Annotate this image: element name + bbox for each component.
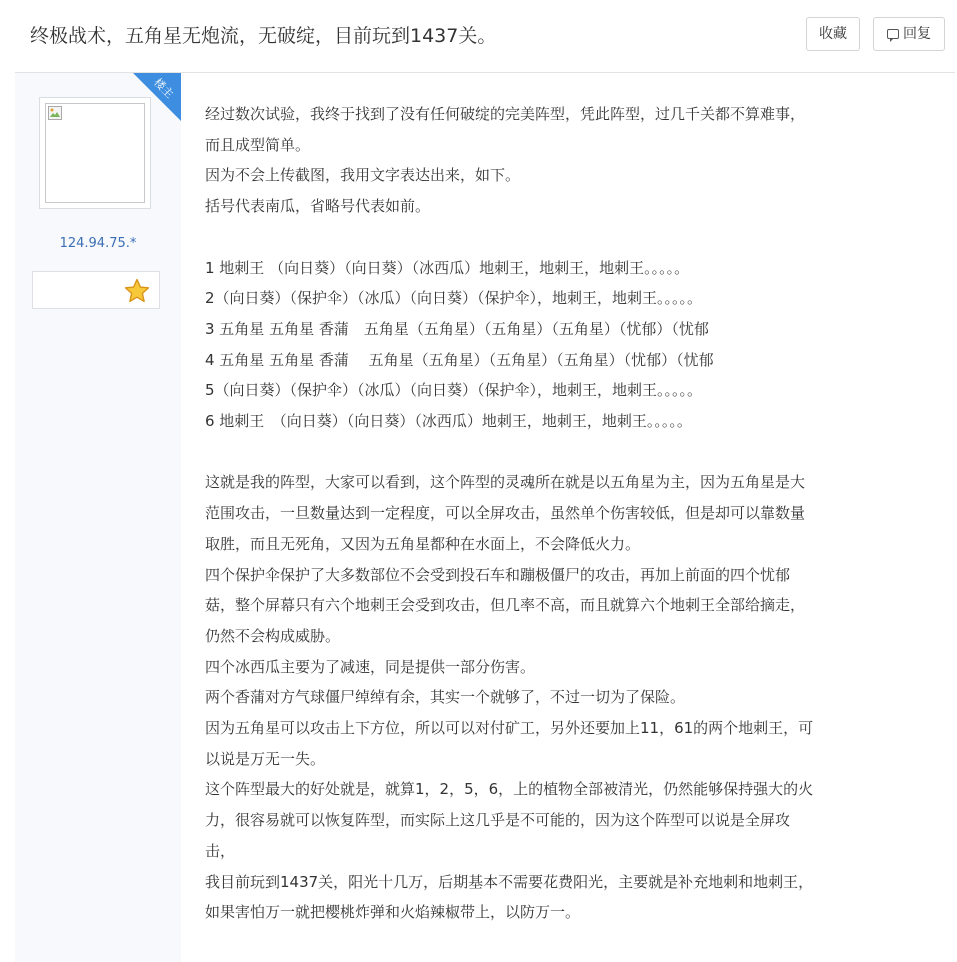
post-line: 这就是我的阵型，大家可以看到，这个阵型的灵魂所在就是以五角星为主，因为五角星是大 [205, 473, 806, 492]
reply-button[interactable] [873, 17, 945, 51]
reply-icon [887, 29, 899, 39]
post-line: 仍然不会构成威胁。 [205, 626, 341, 645]
post-line: 5（向日葵）（保护伞）（冰瓜）（向日葵）（保护伞），地刺王，地刺王。。。。。 [205, 381, 703, 400]
post-line: 两个香蒲对方气球僵尸绰绰有余，其实一个就够了，不过一切为了保险。 [205, 688, 686, 707]
avatar-image[interactable] [45, 103, 145, 203]
op-badge-label: 楼主 [151, 75, 177, 101]
thread-header [0, 0, 957, 72]
author-ip[interactable]: 124.94.75.* [59, 236, 137, 251]
post-content [205, 99, 940, 928]
post-line: 6 地刺王 （向日葵）（向日葵）（冰西瓜）地刺王，地刺王，地刺王。。。。。 [205, 412, 692, 431]
star-icon [123, 277, 151, 305]
reply-button-label: 回复 [903, 26, 931, 42]
avatar[interactable] [39, 97, 151, 209]
post-line: 而且成型简单。 [205, 135, 311, 154]
post-line: 四个保护伞保护了大多数部位不会受到投石车和蹦极僵尸的攻击，再加上前面的四个忧郁 [205, 565, 791, 584]
user-level [32, 271, 160, 309]
post-line: 3 五角星 五角星 香蒲 五角星（五角星）（五角星）（五角星）（忧郁）（忧郁 [205, 319, 709, 338]
post-line: 如果害怕万一就把樱桃炸弹和火焰辣椒带上，以防万一。 [205, 903, 581, 922]
blank-line [205, 437, 940, 468]
author-column [15, 73, 181, 962]
post-line: 括号代表南瓜，省略号代表如前。 [205, 197, 431, 216]
post-line: 我目前玩到1437关，阳光十几万，后期基本不需要花费阳光，主要就是补充地刺和地刺王， [205, 872, 814, 891]
broken-image-icon [48, 106, 62, 120]
post-line: 4 五角星 五角星 香蒲 五角星（五角星）（五角星）（五角星）（忧郁）（忧郁 [205, 350, 714, 369]
post-line: 四个冰西瓜主要为了减速，同是提供一部分伤害。 [205, 657, 536, 676]
post-line: 因为五角星可以攻击上下方位，所以可以对付矿工，另外还要加上11，61的两个地刺王，可 [205, 719, 814, 738]
post-line: 因为不会上传截图，我用文字表达出来，如下。 [205, 166, 521, 185]
post-line: 这个阵型最大的好处就是，就算1，2，5，6，上的植物全部被清光，仍然能够保持强大的火 [205, 780, 814, 799]
post-line: 以说是万无一失。 [205, 749, 326, 768]
post-line: 2（向日葵）（保护伞）（冰瓜）（向日葵）（保护伞），地刺王，地刺王。。。。。 [205, 289, 703, 308]
post-line: 1 地刺王 （向日葵）（向日葵）（冰西瓜）地刺王，地刺王，地刺王。。。。。 [205, 258, 690, 277]
post-line: 取胜，而且无死角，又因为五角星都种在水面上，不会降低火力。 [205, 534, 641, 553]
post-line: 击， [205, 841, 236, 860]
post-line: 经过数次试验，我终于找到了没有任何破绽的完美阵型，凭此阵型，过几千关都不算难事， [205, 105, 806, 123]
blank-line [205, 222, 940, 253]
post-line: 范围攻击，一旦数量达到一定程度，可以全屏攻击，虽然单个伤害较低，但是却可以靠数量 [205, 504, 806, 523]
thread-title: 终极战术，五角星无炮流，无破绽，目前玩到1437关。 [30, 25, 497, 47]
post-line: 力，很容易就可以恢复阵型，而实际上这几乎是不可能的，因为这个阵型可以说是全屏攻 [205, 811, 791, 830]
post-line: 菇，整个屏幕只有六个地刺王会受到攻击，但几率不高，而且就算六个地刺王全部给摘走， [205, 596, 806, 615]
favorite-button[interactable]: 收藏 [806, 17, 860, 51]
